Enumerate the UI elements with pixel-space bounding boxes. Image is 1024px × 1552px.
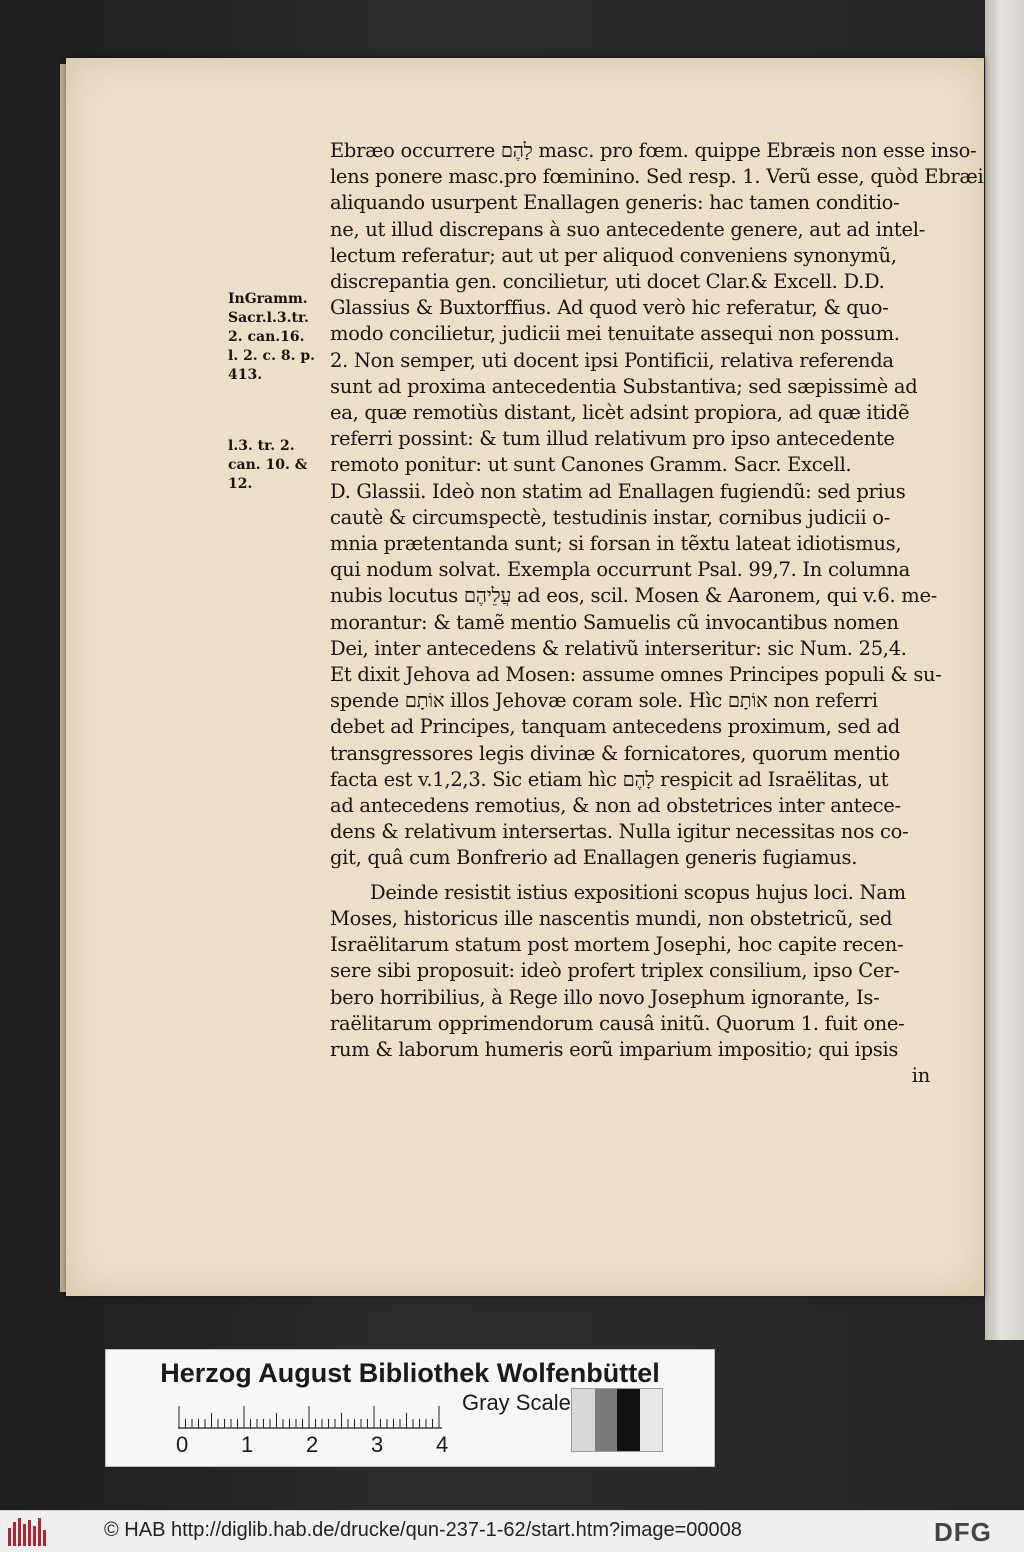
paragraph-1 <box>330 138 984 872</box>
marginal-note-line: 2. can.16. <box>228 329 305 345</box>
gray-swatch <box>617 1389 640 1451</box>
catchword: in <box>911 1064 930 1088</box>
paragraph-gap <box>330 872 930 880</box>
marginal-note-line: l.3. tr. 2. <box>228 438 295 454</box>
marginal-note <box>228 290 328 385</box>
paragraph-2 <box>330 880 930 1063</box>
text-line: lens ponere masc.pro fœminino. Sed resp. 1. Verũ esse, quòd Ebræi <box>330 165 984 189</box>
text-line: ne, ut illud discrepans à suo antecedente genere, aut ad intel- <box>330 217 925 241</box>
gray-swatch <box>572 1389 595 1451</box>
text-line: 2. Non semper, uti docent ipsi Pontificii, relativa referenda <box>330 348 894 372</box>
gray-scale-label: Gray Scale <box>462 1390 571 1415</box>
ruler-scale <box>178 1400 448 1434</box>
text-line: discrepantia gen. concilietur, uti docet Clar.& Excell. D.D. <box>330 270 885 294</box>
text-line: lectum referatur; aut ut per aliquod conveniens synonymũ, <box>330 243 897 267</box>
text-line: git, quâ cum Bonfrerio ad Enallagen generis fugiamus. <box>330 846 858 870</box>
text-line: rum & laborum humeris eorũ imparium impositio; qui ipsis <box>330 1037 899 1061</box>
text-line: Moses, historicus ille nascentis mundi, non obstetricũ, sed <box>330 906 893 930</box>
text-line: Et dixit Jehova ad Mosen: assume omnes Principes populi & su- <box>330 663 942 687</box>
text-line: D. Glassii. Ideò non statim ad Enallagen fugiendũ: sed prius <box>330 479 906 503</box>
text-line: Israëlitarum statum post mortem Josephi, hoc capite recen- <box>330 933 904 957</box>
text-line: cautè & circumspectè, testudinis instar, cornibus judicii o- <box>330 505 891 529</box>
text-line: dens & relativum intersertas. Nulla igitur necessitas nos co- <box>330 820 909 844</box>
ruler-number: 1 <box>241 1432 254 1457</box>
hab-logo-icon[interactable] <box>8 1518 48 1546</box>
dfg-logo[interactable]: DFG <box>934 1517 992 1547</box>
text-line: facta est v.1,2,3. Sic etiam hìc לָהֶם respicit ad Israëlitas, ut <box>330 767 889 791</box>
marginal-note-line: 12. <box>228 476 253 492</box>
text-line: Deinde resistit istius expositioni scopus hujus loci. Nam <box>370 880 906 904</box>
marginal-note-line: InGramm. <box>228 291 308 307</box>
facing-page-edge <box>985 0 1024 1340</box>
ruler-number: 0 <box>176 1432 189 1457</box>
marginal-note-line: can. 10. & <box>228 457 308 473</box>
text-line: ad antecedens remotius, & non ad obstetrices inter antece- <box>330 794 901 818</box>
library-name: Herzog August Bibliothek Wolfenbüttel <box>160 1358 660 1388</box>
viewer-footer <box>0 1510 1024 1552</box>
marginal-note-line: l. 2. c. 8. p. <box>228 348 315 364</box>
page-body-text <box>330 138 984 1089</box>
marginal-note <box>228 437 328 494</box>
gray-swatch <box>595 1389 618 1451</box>
text-line: qui nodum solvat. Exempla occurrunt Psal. 99,7. In columna <box>330 558 910 582</box>
text-line: debet ad Principes, tanquam antecedens proximum, sed ad <box>330 715 900 739</box>
ruler-number: 3 <box>371 1432 384 1457</box>
gray-scale-swatches <box>571 1388 663 1452</box>
ruler-number: 2 <box>306 1432 319 1457</box>
text-line: referri possint: & tum illud relativum pro ipso antecedente <box>330 427 895 451</box>
ruler-number: 4 <box>436 1432 449 1457</box>
text-line: raëlitarum opprimendorum causâ initũ. Quorum 1. fuit one- <box>330 1011 905 1035</box>
text-line: mnia prætentanda sunt; si forsan in tẽxtu lateat idiotismus, <box>330 532 902 556</box>
gray-swatch <box>640 1389 663 1451</box>
text-line: aliquando usurpent Enallagen generis: hac tamen conditio- <box>330 191 900 215</box>
text-line: sunt ad proxima antecedentia Substantiva; sed sæpissimè ad <box>330 374 918 398</box>
source-url-link[interactable]: © HAB http://diglib.hab.de/drucke/qun-237-1-62/start.htm?image=00008 <box>104 1519 742 1541</box>
text-line: Dei, inter antecedens & relativũ interseritur: sic Num. 25,4. <box>330 636 907 660</box>
text-line: sere sibi proposuit: ideò profert triplex consilium, ipso Cer- <box>330 959 900 983</box>
text-line: modo concilietur, judicii mei tenuitate assequi non possum. <box>330 322 900 346</box>
marginal-note-line: Sacr.l.3.tr. <box>228 310 309 326</box>
marginal-note-line: 413. <box>228 367 263 383</box>
text-line: morantur: & tamẽ mentio Samuelis cũ invocantibus nomen <box>330 610 899 634</box>
text-line: spende אוֹתָם illos Jehovæ coram sole. Hìc אוֹתָם non referri <box>330 689 878 713</box>
text-line: bero horribilius, à Rege illo novo Josephum ignorante, Is- <box>330 985 880 1009</box>
text-line: remoto ponitur: ut sunt Canones Gramm. Sacr. Excell. <box>330 453 852 477</box>
text-line: ea, quæ remotiùs distant, licèt adsint propiora, ad quæ itidẽ <box>330 401 910 425</box>
marginal-notes <box>228 290 328 546</box>
text-line: transgressores legis divinæ & fornicatores, quorum mentio <box>330 741 900 765</box>
text-line: Ebræo occurrere לָהֶם masc. pro fœm. quippe Ebræis non esse inso- <box>330 139 977 162</box>
library-label-card <box>105 1349 715 1467</box>
text-line: nubis locutus עֲלֵיהֶם ad eos, scil. Mosen & Aaronem, qui v.6. me- <box>330 584 937 608</box>
text-line: Glassius & Buxtorffius. Ad quod verò hic referatur, & quo- <box>330 296 889 320</box>
